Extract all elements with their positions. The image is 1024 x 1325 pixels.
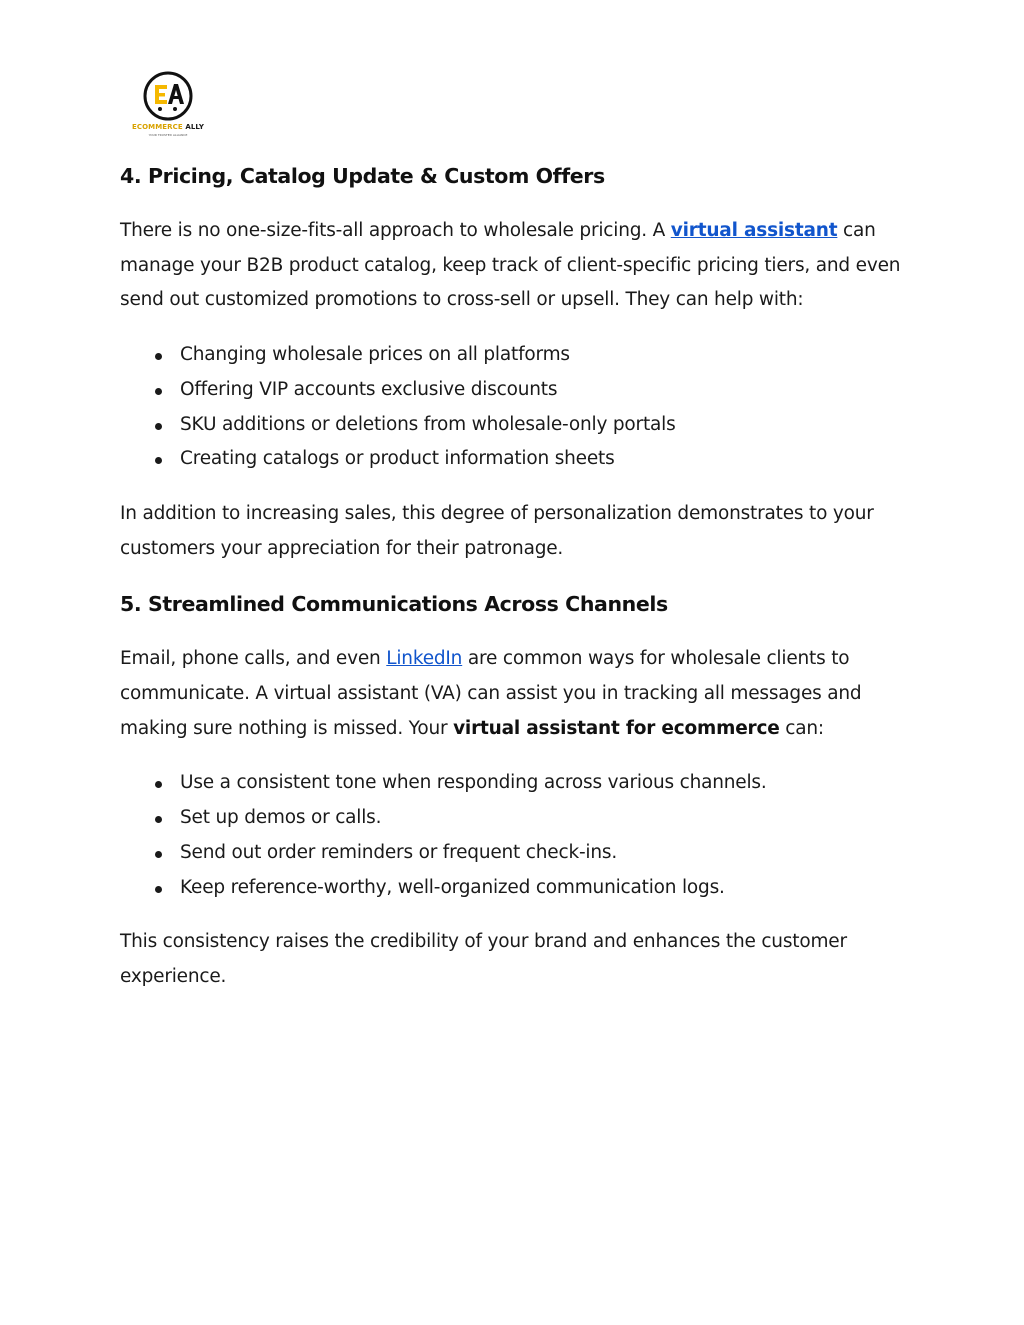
section-5-intro-before: Email, phone calls, and even [120, 648, 387, 670]
section-5-bullet-list [120, 766, 910, 905]
logo-word-ally: ALLY [185, 123, 205, 131]
section-5-closing: This consistency raises the credibility of your brand and enhances the customer experience. [120, 931, 847, 987]
list-item: Send out order reminders or frequent check-ins. [120, 836, 910, 871]
logo-word-ecommerce: ECOMMERCE [131, 123, 183, 131]
linkedin-link[interactable]: LinkedIn [386, 648, 463, 670]
list-item: Offering VIP accounts exclusive discounts [120, 373, 910, 408]
list-item: Set up demos or calls. [120, 801, 910, 836]
section-4-bullet-list [120, 338, 910, 477]
section-4-intro [120, 214, 910, 318]
section-5-intro-middle: are common ways for wholesale clients to communicate. A virtual assistant (VA) can assist you in tracking all messages and making sure nothing is missed. Your [120, 648, 862, 739]
section-4-intro-after: can manage your B2B product catalog, keep track of client-specific pricing tiers, and even send out customized promotions to cross-sell or upsell. They can help with: [120, 220, 901, 311]
logo-tagline: YOUR TRUSTED ALLIANCE [148, 133, 188, 137]
list-item: SKU additions or deletions from wholesale-only portals [120, 408, 910, 443]
section-4-closing: In addition to increasing sales, this degree of personalization demonstrates to your customers your appreciation for their patronage. [120, 502, 874, 559]
section-4-intro-before: There is no one-size-fits-all approach to wholesale pricing. A [120, 220, 671, 241]
ecommerce-ally-logo-icon [142, 70, 194, 122]
company-logo [128, 70, 208, 140]
logo-wordmark [128, 123, 208, 131]
section-4-heading: 4. Pricing, Catalog Update & Custom Offers [120, 164, 605, 188]
section-5-intro [120, 642, 910, 746]
list-item: Keep reference-worthy, well-organized communication logs. [120, 871, 910, 906]
document-body [120, 158, 910, 995]
list-item: Use a consistent tone when responding across various channels. [120, 766, 910, 801]
section-5-intro-bold: virtual assistant for ecommerce [453, 717, 780, 739]
list-item: Creating catalogs or product information sheets [120, 442, 910, 477]
section-5-heading: 5. Streamlined Communications Across Channels [120, 592, 668, 617]
virtual-assistant-link[interactable]: virtual assistant [670, 220, 838, 241]
section-5-intro-after: can: [779, 717, 824, 739]
list-item: Changing wholesale prices on all platforms [120, 338, 910, 373]
